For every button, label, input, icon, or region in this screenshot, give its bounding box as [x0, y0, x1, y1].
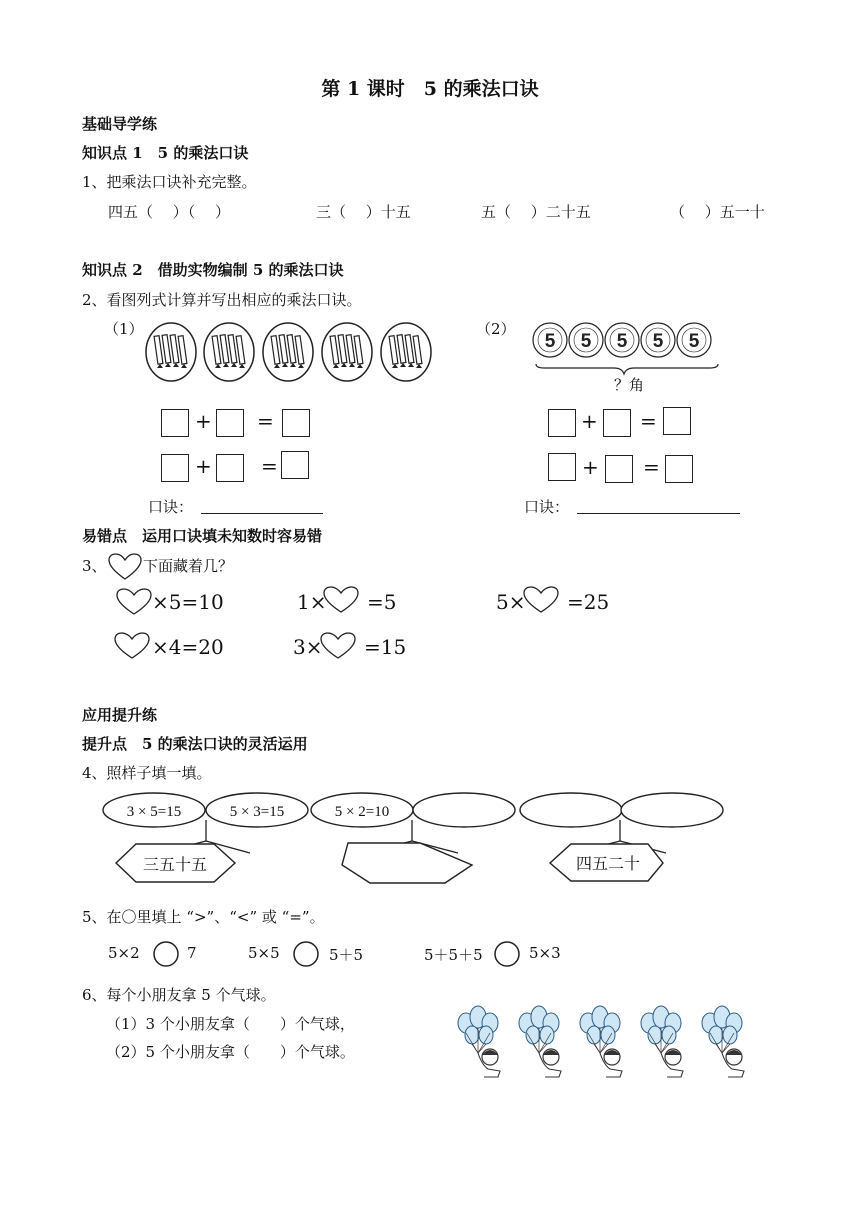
heart-icon[interactable] [320, 632, 356, 660]
q5-c2-left: 5×5 [248, 944, 280, 962]
coin-icon [677, 323, 711, 357]
koujue-label-2: 口诀： [524, 498, 570, 516]
error-prone-point: 易错点 运用口诀填未知数时容易错 [82, 527, 323, 545]
plus-sign: + [582, 455, 599, 479]
q3-eq-4: ×4=20 [152, 635, 224, 659]
koujue-line-1[interactable] [201, 513, 323, 514]
oval-text: 5 × 3=15 [229, 804, 285, 820]
compare-circle[interactable] [293, 941, 319, 967]
plus-sign: + [581, 409, 598, 433]
q1-item-4[interactable]: （ ）五一十 [670, 203, 765, 221]
q3-eq-3-left: 5× [496, 590, 526, 614]
koujue-label-1: 口诀： [148, 498, 194, 516]
q6-sub-2[interactable]: （2）5 个小朋友拿（ ）个气球。 [106, 1043, 355, 1061]
q6-prompt: 6、每个小朋友拿 5 个气球。 [82, 986, 276, 1004]
knowledge-point-1: 知识点 1 5 的乘法口诀 [82, 144, 249, 162]
oval-box [621, 793, 723, 827]
q5-prompt: 5、在〇里填上 “>”、“<” 或 “=”。 [82, 908, 325, 926]
equals-sign: = [257, 409, 274, 433]
pencil-group-icon [322, 323, 372, 381]
plus-sign: + [195, 454, 212, 478]
coin-value: 5 [544, 331, 556, 352]
oval-text: 3 × 5=15 [126, 804, 182, 820]
answer-box[interactable] [605, 455, 633, 483]
q3-eq-1: ×5=10 [152, 590, 224, 614]
q5-c3-right: 5×3 [529, 944, 561, 962]
oval-box [413, 793, 515, 827]
answer-box[interactable] [161, 409, 189, 437]
q2-prompt: 2、看图列式计算并写出相应的乘法口诀。 [82, 291, 362, 309]
answer-box[interactable] [282, 409, 310, 437]
q1-item-3[interactable]: 五（ ）二十五 [481, 203, 591, 221]
heart-icon[interactable] [323, 586, 359, 614]
brace-icon [536, 364, 718, 374]
q3-eq-5-right: =15 [364, 635, 407, 659]
equals-sign: = [640, 409, 657, 433]
coin-icon [641, 323, 675, 357]
q1-item-1[interactable]: 四五（ ）（ ） [108, 203, 231, 221]
coin-caption: ？角 [614, 376, 645, 394]
answer-box[interactable] [665, 455, 693, 483]
q1-prompt: 1、把乘法口诀补充完整。 [82, 173, 257, 191]
oval-box [520, 793, 622, 827]
q2-label-2: （2） [476, 320, 516, 338]
knowledge-point-2: 知识点 2 借助实物编制 5 的乘法口诀 [82, 261, 344, 279]
q3-eq-2-left: 1× [297, 590, 327, 614]
answer-box[interactable] [161, 454, 189, 482]
pencil-group-icon [204, 323, 254, 381]
pencil-group-icon [381, 323, 431, 381]
q4-prompt: 4、照样子填一填。 [82, 764, 212, 782]
q3-prompt-number: 3、 [82, 557, 107, 575]
pentagon-text: 三五十五 [142, 857, 208, 874]
coin-icon [533, 323, 567, 357]
q3-eq-2-right: =5 [367, 590, 397, 614]
section-basic: 基础导学练 [82, 115, 158, 133]
q4-figure [100, 790, 725, 886]
answer-box[interactable] [216, 409, 244, 437]
coin-icon [605, 323, 639, 357]
q1-item-2[interactable]: 三（ ）十五 [316, 203, 411, 221]
q2-label-1: （1） [104, 320, 144, 338]
q5-c3-left: 5＋5＋5 [424, 946, 483, 964]
q3-prompt-text: 下面藏着几？ [143, 557, 234, 575]
answer-box[interactable] [548, 409, 576, 437]
q3-eq-5-left: 3× [293, 635, 323, 659]
q3-eq-3-right: =25 [567, 590, 610, 614]
section-apply: 应用提升练 [82, 706, 158, 724]
children-balloons-figure [456, 1003, 756, 1079]
heart-icon[interactable] [116, 588, 152, 616]
answer-box[interactable] [216, 454, 244, 482]
plus-sign: + [195, 409, 212, 433]
pencil-group-icon [263, 323, 313, 381]
heart-icon[interactable] [523, 586, 559, 614]
page-title: 第 1 课时 5 的乘法口诀 [321, 78, 539, 100]
pentagon-text: 四五二十 [575, 856, 641, 873]
answer-box[interactable] [281, 451, 309, 479]
equals-sign: = [261, 454, 278, 478]
compare-circle[interactable] [153, 941, 179, 967]
koujue-line-2[interactable] [577, 513, 740, 514]
answer-box[interactable] [663, 407, 691, 435]
pencil-group-icon [146, 323, 196, 381]
pencil-groups-figure [145, 322, 435, 382]
equals-sign: = [643, 455, 660, 479]
q5-c2-right: 5＋5 [329, 946, 364, 964]
heart-icon [108, 553, 142, 581]
improvement-point: 提升点 5 的乘法口诀的灵活运用 [82, 735, 308, 753]
pentagon-box [342, 843, 472, 883]
answer-box[interactable] [603, 409, 631, 437]
coin-icon [569, 323, 603, 357]
q5-c1-left: 5×2 [108, 944, 140, 962]
q6-sub-1[interactable]: （1）3 个小朋友拿（ ）个气球， [106, 1015, 355, 1033]
answer-box[interactable] [548, 453, 576, 481]
q5-c1-right: 7 [187, 944, 197, 962]
oval-text: 5 × 2=10 [334, 804, 390, 820]
coins-figure [532, 320, 727, 370]
compare-circle[interactable] [494, 941, 520, 967]
heart-icon[interactable] [114, 632, 150, 660]
